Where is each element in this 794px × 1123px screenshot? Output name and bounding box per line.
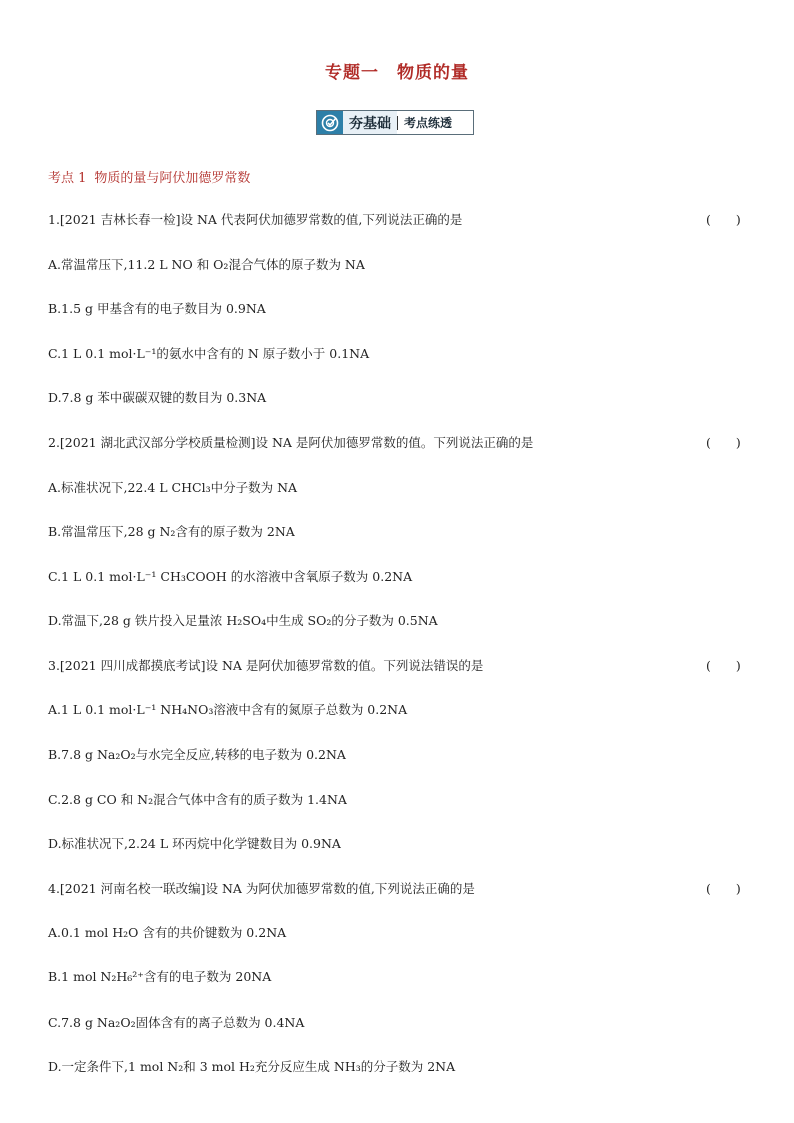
- option-d: D.一定条件下,1 mol N₂和 3 mol H₂充分反应生成 NH₃的分子数为 2NA: [48, 1059, 456, 1074]
- answer-bracket: ( ): [706, 435, 741, 450]
- badge-sub-label: 考点练透: [404, 116, 453, 130]
- option-a: A.0.1 mol H₂O 含有的共价键数为 0.2NA: [48, 925, 287, 940]
- option-c: C.2.8 g CO 和 N₂混合气体中含有的质子数为 1.4NA: [48, 792, 347, 807]
- section-text: 物质的量与阿伏加德罗常数: [94, 171, 251, 186]
- option-b: B.1 mol N₂H₆²⁺含有的电子数为 20NA: [48, 969, 272, 984]
- option-c: C.1 L 0.1 mol·L⁻¹ CH₃COOH 的水溶液中含氧原子数为 0.2NA: [48, 569, 413, 584]
- page-title: 专题一 物质的量: [325, 63, 469, 83]
- section-badge: [316, 110, 474, 135]
- option-d: D.常温下,28 g 铁片投入足量浓 H₂SO₄中生成 SO₂的分子数为 0.5NA: [48, 613, 438, 628]
- option-c: C.7.8 g Na₂O₂固体含有的离子总数为 0.4NA: [48, 1015, 305, 1030]
- question-stem: 4.[2021 河南名校一联改编]设 NA 为阿伏加德罗常数的值,下列说法正确的是: [48, 881, 475, 896]
- target-check-icon: [317, 111, 343, 134]
- badge-main-label: 夯基础: [343, 111, 397, 134]
- option-b: B.7.8 g Na₂O₂与水完全反应,转移的电子数为 0.2NA: [48, 747, 346, 762]
- question-stem: 3.[2021 四川成都摸底考试]设 NA 是阿伏加德罗常数的值。下列说法错误的是: [48, 658, 484, 673]
- question-stem: 1.[2021 吉林长春一检]设 NA 代表阿伏加德罗常数的值,下列说法正确的是: [48, 212, 463, 227]
- option-d: D.标准状况下,2.24 L 环丙烷中化学键数目为 0.9NA: [48, 836, 341, 851]
- answer-bracket: ( ): [706, 212, 741, 227]
- option-d: D.7.8 g 苯中碳碳双键的数目为 0.3NA: [48, 390, 267, 405]
- option-a: A.1 L 0.1 mol·L⁻¹ NH₄NO₃溶液中含有的氮原子总数为 0.2NA: [48, 702, 408, 717]
- option-b: B.常温常压下,28 g N₂含有的原子数为 2NA: [48, 524, 295, 539]
- option-c: C.1 L 0.1 mol·L⁻¹的氨水中含有的 N 原子数小于 0.1NA: [48, 346, 370, 361]
- option-b: B.1.5 g 甲基含有的电子数目为 0.9NA: [48, 301, 266, 316]
- question-stem: 2.[2021 湖北武汉部分学校质量检测]设 NA 是阿伏加德罗常数的值。下列说法正确的是: [48, 435, 534, 450]
- section-label: 考点 1: [48, 171, 87, 186]
- answer-bracket: ( ): [706, 658, 741, 673]
- option-a: A.标准状况下,22.4 L CHCl₃中分子数为 NA: [48, 480, 298, 495]
- section-heading: [48, 167, 258, 186]
- option-a: A.常温常压下,11.2 L NO 和 O₂混合气体的原子数为 NA: [48, 257, 365, 272]
- answer-bracket: ( ): [706, 881, 741, 896]
